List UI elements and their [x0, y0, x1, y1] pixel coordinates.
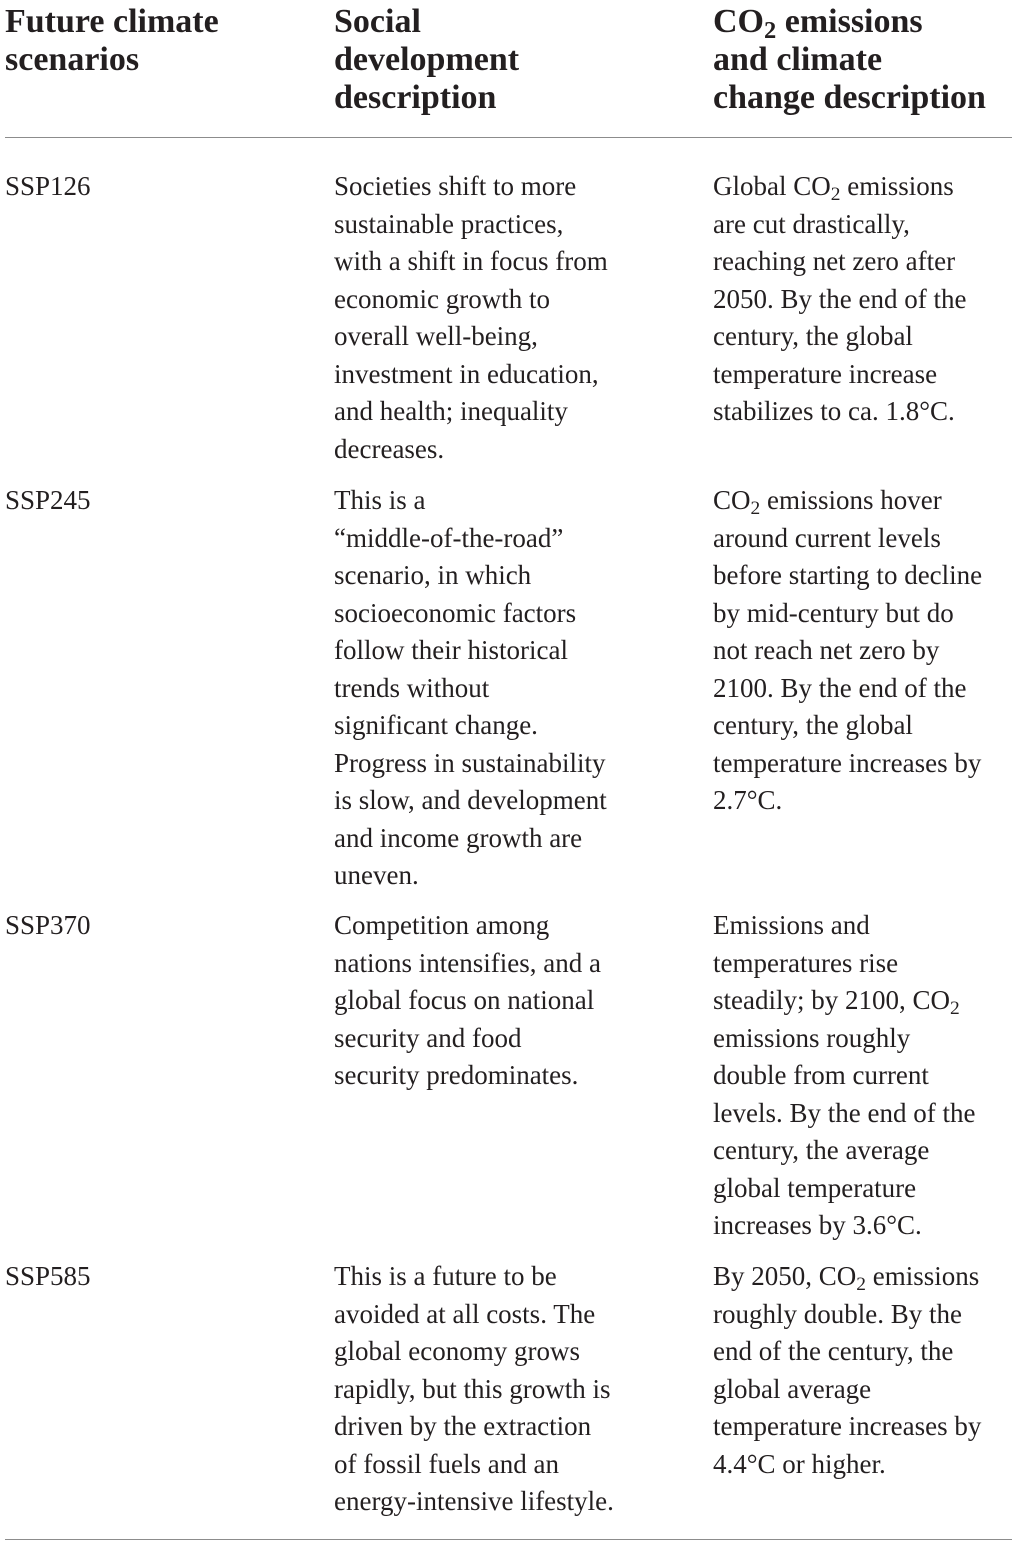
header-social-development: Social development description — [334, 3, 520, 116]
text-line: not reach net zero by — [713, 635, 940, 665]
text-line: uneven. — [334, 860, 419, 890]
text-line: By 2050, $CO_2$ emissions — [713, 1261, 980, 1295]
text-line: Global $CO_2$ emissions — [713, 171, 954, 205]
text-line: roughly double. By the — [713, 1298, 962, 1329]
text-line: 2.7°C. — [713, 785, 783, 815]
text-line: Societies shift to more — [334, 171, 577, 201]
text-line: This is a — [334, 485, 426, 515]
scenario-cell: SSP370 — [5, 910, 91, 940]
text-line: energy-intensive lifestyle. — [334, 1486, 614, 1516]
text-line: around current levels — [713, 522, 941, 553]
text-line: increases by 3.6°C. — [713, 1210, 922, 1240]
text-line: trends without — [334, 672, 490, 703]
text-line: economic growth to — [334, 283, 550, 314]
scenario-cell: SSP245 — [5, 485, 91, 515]
text-line: $CO_2$ emissions hover — [713, 485, 942, 519]
text-line: sustainable practices, — [334, 208, 564, 239]
text-line: driven by the extraction — [334, 1411, 592, 1441]
text-line: are cut drastically, — [713, 208, 910, 239]
text-line: and health; inequality — [334, 396, 568, 426]
text-line: global focus on national — [334, 985, 595, 1015]
social-description-cell — [334, 168, 639, 468]
text-line: of fossil fuels and an — [334, 1448, 559, 1479]
text-line: security predominates. — [334, 1060, 579, 1090]
text-line: global average — [713, 1373, 872, 1404]
text-line: steadily; by 2100, $CO_2$ — [713, 985, 960, 1019]
text-line: security and food — [334, 1022, 522, 1053]
text-line: follow their historical — [334, 635, 568, 665]
header-future-climate-scenarios: Future climate scenarios — [5, 3, 219, 78]
text-line: investment in education, — [334, 358, 599, 389]
header-divider — [5, 137, 1012, 138]
social-description-cell — [334, 482, 639, 895]
text-line: century, the global — [713, 710, 913, 740]
scenario-cell: SSP126 — [5, 171, 91, 201]
climate-description-cell — [713, 168, 1013, 431]
text-line: is slow, and development — [334, 785, 607, 815]
text-line: reaching net zero after — [713, 246, 956, 276]
text-line: 2100. By the end of the — [713, 672, 967, 703]
text-line: by mid-century but do — [713, 597, 954, 628]
social-description-cell — [334, 1258, 639, 1521]
text-line: Competition among — [334, 910, 550, 940]
text-line: 2050. By the end of the — [713, 283, 967, 314]
text-line: This is a future to be — [334, 1261, 557, 1291]
text-line: before starting to decline — [713, 560, 983, 590]
text-line: Progress in sustainability — [334, 747, 606, 778]
text-line: emissions roughly — [713, 1022, 911, 1053]
text-line: century, the average — [713, 1135, 930, 1165]
header-co2-emissions-climate-change: $CO_2$ emissions and climate change description — [713, 3, 986, 116]
text-line: “middle-of-the-road” — [334, 522, 564, 553]
text-line: overall well-being, — [334, 321, 538, 351]
text-line: century, the global — [713, 321, 913, 351]
text-line: Emissions and — [713, 910, 870, 940]
text-line: stabilizes to ca. 1.8°C. — [713, 396, 955, 426]
text-line: avoided at all costs. The — [334, 1298, 596, 1329]
text-line: decreases. — [334, 433, 445, 464]
text-line: global temperature — [713, 1172, 917, 1203]
climate-description-cell — [713, 907, 1013, 1245]
text-line: 4.4°C or higher. — [713, 1448, 886, 1479]
text-line: significant change. — [334, 710, 538, 740]
text-line: nations intensifies, and a — [334, 947, 601, 978]
text-line: temperatures rise — [713, 947, 899, 978]
climate-description-cell — [713, 1258, 1013, 1483]
text-line: double from current — [713, 1060, 929, 1090]
text-line: with a shift in focus from — [334, 246, 608, 276]
text-line: and income growth are — [334, 822, 583, 853]
text-line: global economy grows — [334, 1336, 580, 1366]
climate-description-cell — [713, 482, 1013, 820]
social-description-cell — [334, 907, 639, 1095]
text-line: temperature increase — [713, 358, 938, 389]
text-line: rapidly, but this growth is — [334, 1373, 611, 1404]
table-bottom-rule — [5, 1539, 1012, 1540]
text-line: scenario, in which — [334, 560, 532, 590]
scenario-cell: SSP585 — [5, 1261, 91, 1291]
table-header — [0, 0, 1017, 138]
text-line: temperature increases by — [713, 747, 982, 778]
text-line: levels. By the end of the — [713, 1097, 976, 1128]
text-line: end of the century, the — [713, 1336, 954, 1366]
text-line: socioeconomic factors — [334, 597, 577, 628]
text-line: temperature increases by — [713, 1411, 982, 1441]
